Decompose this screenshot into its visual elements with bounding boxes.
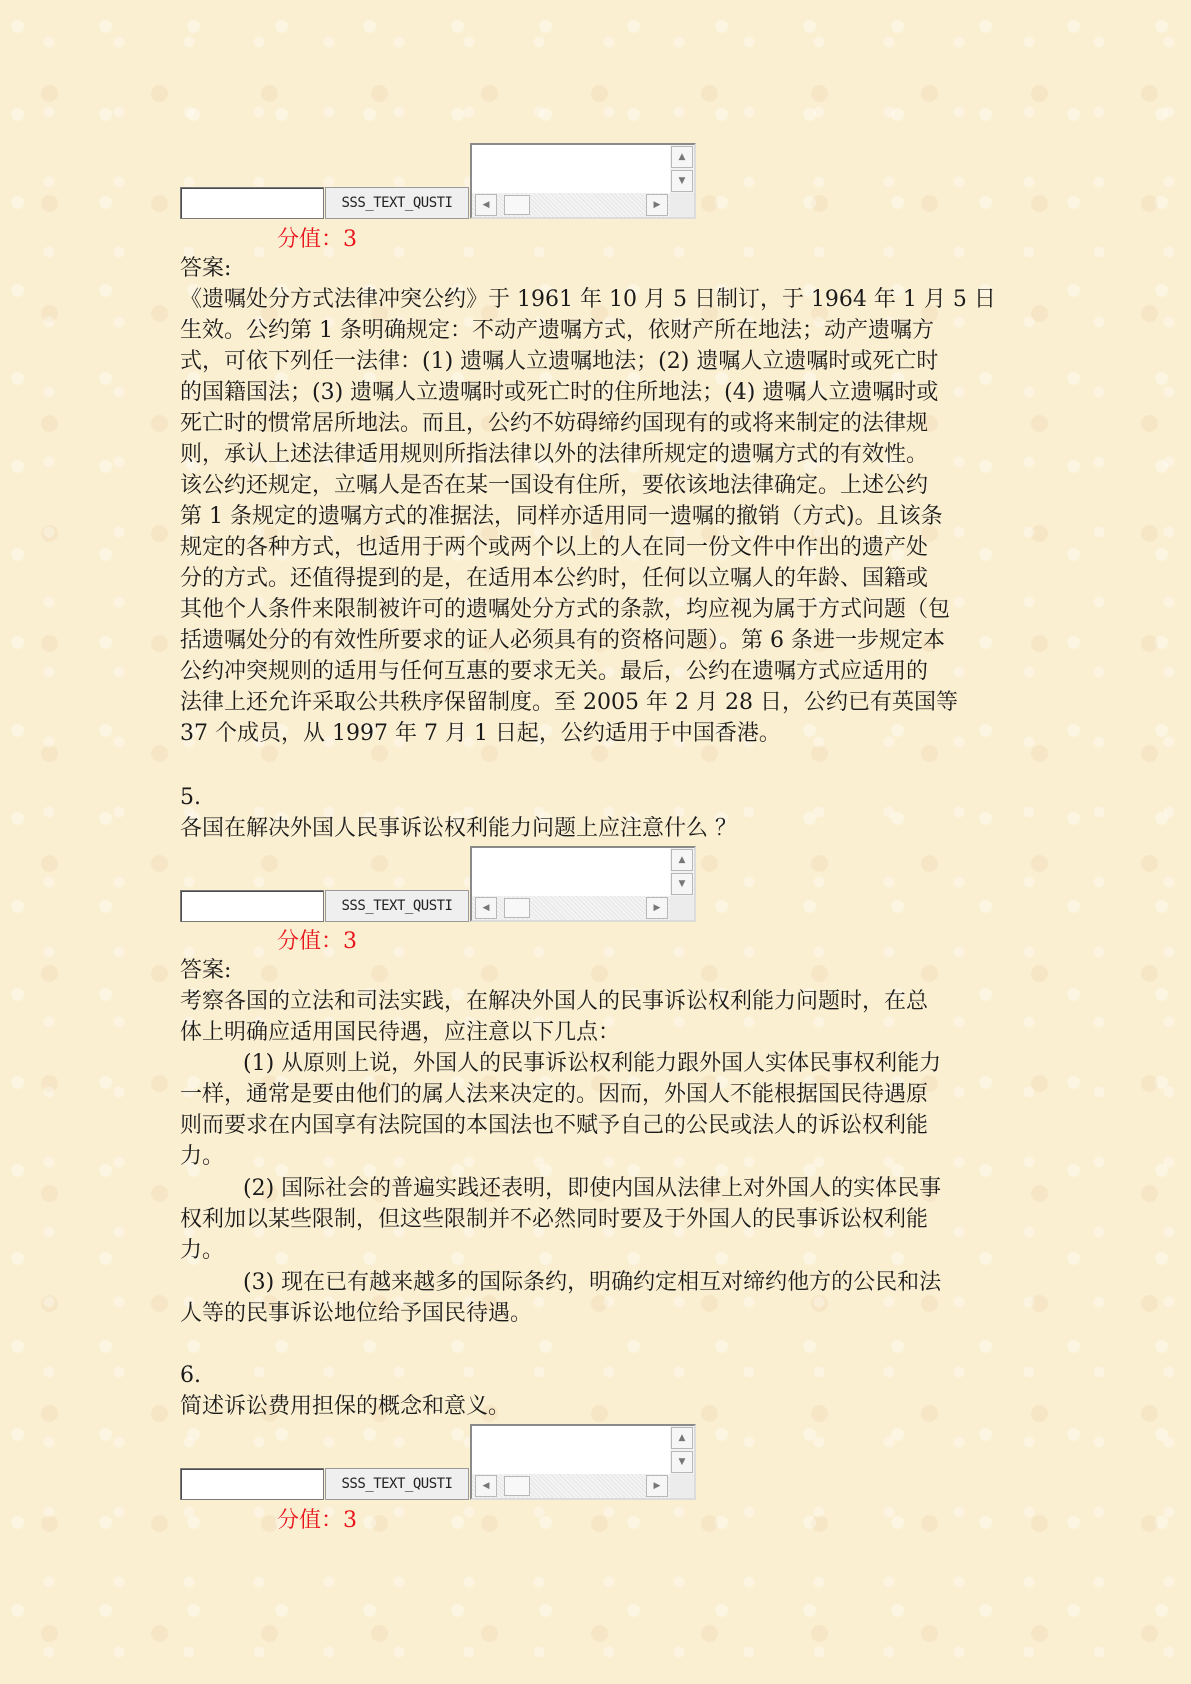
- scroll-up-icon[interactable]: ▲: [671, 146, 693, 168]
- horizontal-scrollbar[interactable]: [472, 1474, 670, 1498]
- answer-line: 公约冲突规则的适用与任何互惠的要求无关。最后，公约在遗嘱方式应适用的: [180, 659, 929, 684]
- answer-line: (2) 国际社会的普遍实践还表明，即使内国从法律上对外国人的实体民事: [243, 1176, 942, 1201]
- scroll-corner: [670, 193, 694, 217]
- answer-label: 答案:: [180, 256, 232, 281]
- answer-input[interactable]: [180, 187, 324, 219]
- question-button[interactable]: SSS_TEXT_QUSTI: [325, 1468, 469, 1500]
- scroll-left-icon[interactable]: ◀: [475, 1475, 497, 1497]
- answer-widget-q6: [180, 1424, 696, 1504]
- answer-label: 答案:: [180, 958, 232, 983]
- answer-line: 《遗嘱处分方式法律冲突公约》于 1961 年 10 月 5 日制订，于 1964 年 1 月 5 日: [180, 287, 996, 312]
- question-number: 6.: [180, 1363, 201, 1388]
- vertical-scrollbar[interactable]: [670, 848, 694, 896]
- answer-line: 的国籍国法；(3) 遗嘱人立遗嘱时或死亡时的住所地法；(4) 遗嘱人立遗嘱时或: [180, 380, 939, 405]
- question-number: 5.: [180, 785, 201, 810]
- score-label: 分值：3: [277, 929, 357, 954]
- scroll-thumb[interactable]: [504, 195, 530, 215]
- question-text: 简述诉讼费用担保的概念和意义。: [180, 1394, 511, 1419]
- scroll-right-icon[interactable]: ▶: [646, 1475, 668, 1497]
- horizontal-scrollbar[interactable]: [472, 193, 670, 217]
- answer-line: 式，可依下列任一法律：(1) 遗嘱人立遗嘱地法；(2) 遗嘱人立遗嘱时或死亡时: [180, 349, 939, 374]
- answer-widget-q4: [180, 143, 696, 223]
- answer-line: (3) 现在已有越来越多的国际条约，明确约定相互对缔约他方的公民和法: [243, 1270, 942, 1295]
- answer-line: 其他个人条件来限制被许可的遗嘱处分方式的条款，均应视为属于方式问题（包: [180, 597, 951, 622]
- answer-line: 权利加以某些限制，但这些限制并不必然同时要及于外国人的民事诉讼权利能: [180, 1207, 929, 1232]
- answer-line: 体上明确应适用国民待遇，应注意以下几点：: [180, 1020, 621, 1045]
- scroll-right-icon[interactable]: ▶: [646, 194, 668, 216]
- answer-line: 死亡时的惯常居所地法。而且，公约不妨碍缔约国现有的或将来制定的法律规: [180, 411, 929, 436]
- answer-line: (1) 从原则上说，外国人的民事诉讼权利能力跟外国人实体民事权利能力: [243, 1051, 942, 1076]
- scroll-up-icon[interactable]: ▲: [671, 1427, 693, 1449]
- answer-line: 生效。公约第 1 条明确规定：不动产遗嘱方式，依财产所在地法；动产遗嘱方: [180, 318, 934, 343]
- scroll-corner: [670, 1474, 694, 1498]
- answer-textarea[interactable]: [470, 846, 696, 922]
- answer-line: 则，承认上述法律适用规则所指法律以外的法律所规定的遗嘱方式的有效性。: [180, 442, 929, 467]
- answer-line: 法律上还允许采取公共秩序保留制度。至 2005 年 2 月 28 日，公约已有英国等: [180, 690, 958, 715]
- answer-line: 37 个成员，从 1997 年 7 月 1 日起，公约适用于中国香港。: [180, 721, 781, 746]
- answer-line: 分的方式。还值得提到的是，在适用本公约时，任何以立嘱人的年龄、国籍或: [180, 566, 929, 591]
- question-text: 各国在解决外国人民事诉讼权利能力问题上应注意什么 ？: [180, 816, 737, 841]
- scroll-thumb[interactable]: [504, 898, 530, 918]
- answer-line: 规定的各种方式，也适用于两个或两个以上的人在同一份文件中作出的遗产处: [180, 535, 929, 560]
- answer-line: 一样，通常是要由他们的属人法来决定的。因而，外国人不能根据国民待遇原: [180, 1082, 929, 1107]
- question-button[interactable]: SSS_TEXT_QUSTI: [325, 890, 469, 922]
- scroll-right-icon[interactable]: ▶: [646, 897, 668, 919]
- scroll-thumb[interactable]: [504, 1476, 530, 1496]
- scroll-left-icon[interactable]: ◀: [475, 897, 497, 919]
- answer-line: 该公约还规定，立嘱人是否在某一国设有住所，要依该地法律确定。上述公约: [180, 473, 929, 498]
- answer-line: 则而要求在内国享有法院国的本国法也不赋予自己的公民或法人的诉讼权利能: [180, 1113, 929, 1138]
- vertical-scrollbar[interactable]: [670, 1426, 694, 1474]
- answer-line: 人等的民事诉讼地位给予国民待遇。: [180, 1301, 533, 1326]
- answer-line: 力。: [180, 1238, 225, 1263]
- score-label: 分值：3: [277, 1508, 357, 1533]
- horizontal-scrollbar[interactable]: [472, 896, 670, 920]
- answer-line: 括遗嘱处分的有效性所要求的证人必须具有的资格问题）。第 6 条进一步规定本: [180, 628, 945, 653]
- scroll-corner: [670, 896, 694, 920]
- answer-line: 考察各国的立法和司法实践，在解决外国人的民事诉讼权利能力问题时，在总: [180, 989, 929, 1014]
- score-label: 分值：3: [277, 227, 357, 252]
- answer-widget-q5: [180, 846, 696, 926]
- vertical-scrollbar[interactable]: [670, 145, 694, 193]
- answer-line: 力。: [180, 1144, 225, 1169]
- question-button[interactable]: SSS_TEXT_QUSTI: [325, 187, 469, 219]
- scroll-up-icon[interactable]: ▲: [671, 849, 693, 871]
- scroll-down-icon[interactable]: ▼: [671, 873, 693, 895]
- scroll-down-icon[interactable]: ▼: [671, 1451, 693, 1473]
- answer-textarea[interactable]: [470, 1424, 696, 1500]
- scroll-left-icon[interactable]: ◀: [475, 194, 497, 216]
- answer-textarea[interactable]: [470, 143, 696, 219]
- answer-line: 第 1 条规定的遗嘱方式的准据法，同样亦适用同一遗嘱的撤销（方式)。且该条: [180, 504, 943, 529]
- scroll-down-icon[interactable]: ▼: [671, 170, 693, 192]
- answer-input[interactable]: [180, 1468, 324, 1500]
- answer-input[interactable]: [180, 890, 324, 922]
